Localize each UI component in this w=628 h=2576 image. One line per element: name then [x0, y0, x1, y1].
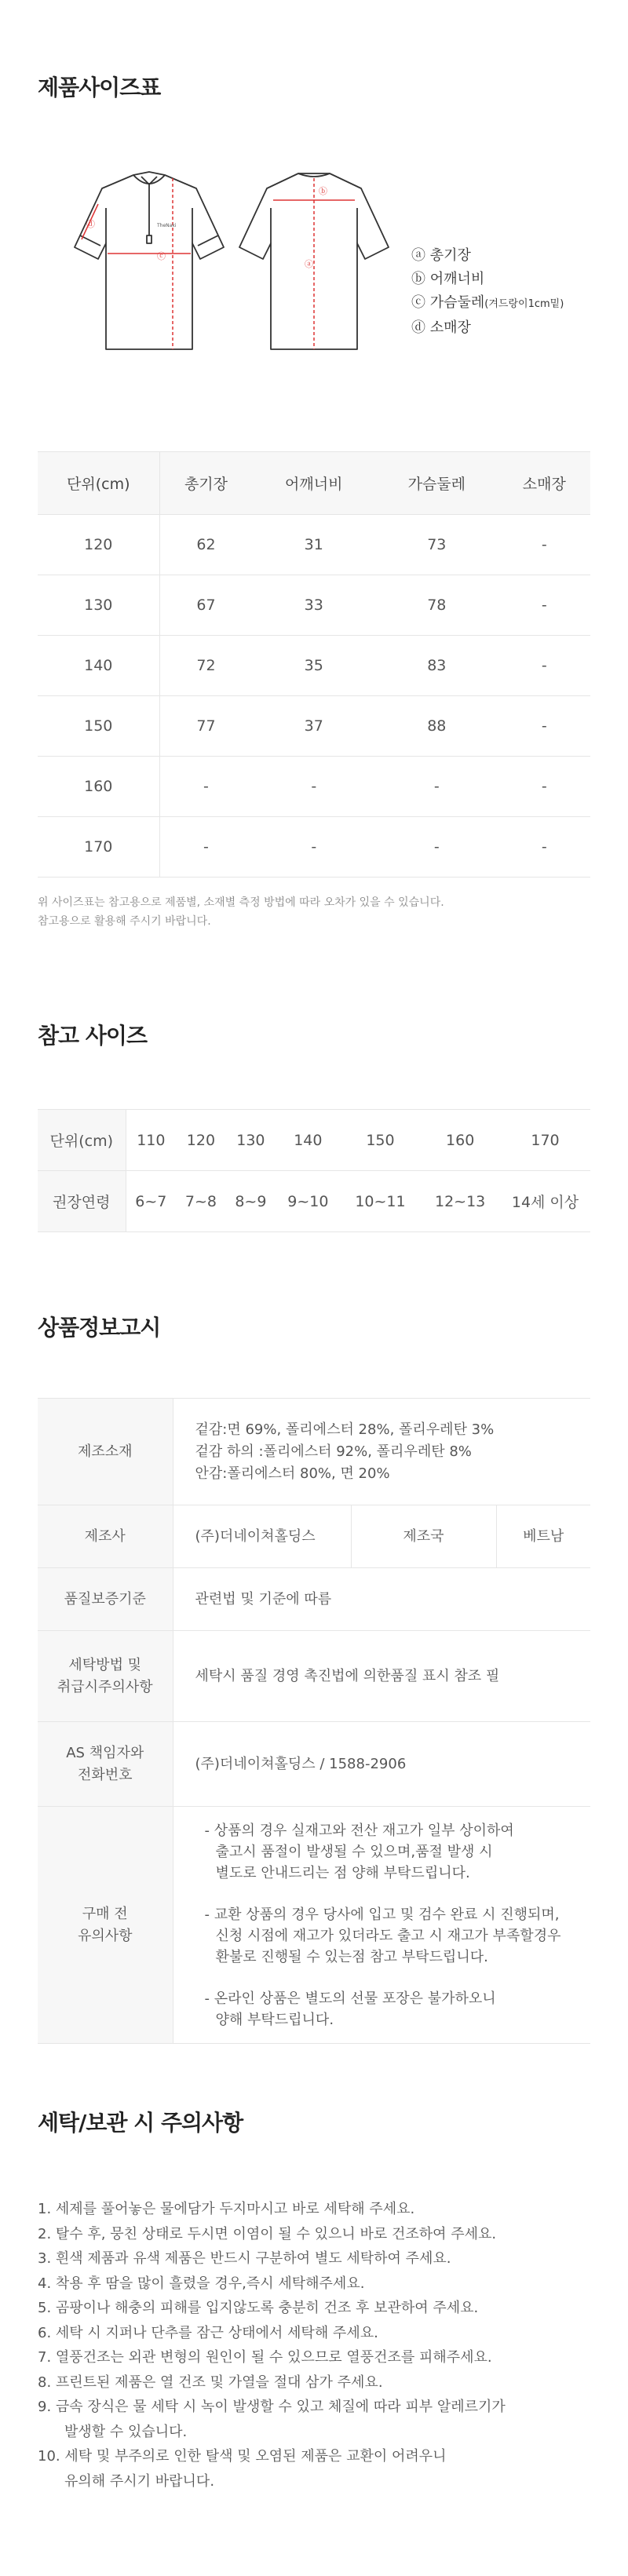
- table-cell: 33: [252, 575, 375, 636]
- column-header: 가슴둘레: [375, 452, 498, 515]
- purchase-notes: [195, 1820, 569, 2031]
- table-row: [38, 636, 590, 696]
- info-row-material: [38, 1399, 590, 1505]
- table-cell: 8~9: [226, 1171, 276, 1232]
- table-cell: 140: [38, 636, 159, 696]
- row-label: 권장연령: [38, 1171, 126, 1232]
- table-cell: 6~7: [126, 1171, 176, 1232]
- info-label: 제조사: [38, 1505, 173, 1568]
- size-chart-note: 위 사이즈표는 참고용으로 제품별, 소재별 측정 방법에 따라 오차가 있을 수 있습니다. 참고용으로 활용해 주시기 바랍니다.: [38, 896, 444, 928]
- table-cell: 130: [226, 1110, 276, 1171]
- table-cell: 130: [38, 575, 159, 636]
- care-instructions-list: [38, 2197, 506, 2494]
- diagram-label-b: ⓑ: [319, 186, 327, 196]
- table-cell: 67: [159, 575, 252, 636]
- table-cell: -: [252, 817, 375, 878]
- info-label: 구매 전 유의사항: [38, 1807, 173, 2044]
- diagram-label-c: ⓒ: [157, 251, 166, 261]
- table-cell: 83: [375, 636, 498, 696]
- table-cell: -: [498, 757, 590, 817]
- row-label: 단위(cm): [38, 1110, 126, 1171]
- list-item: 1. 세제를 풀어놓은 물에담가 두지마시고 바로 세탁해 주세요.: [38, 2201, 415, 2217]
- info-value: [173, 1807, 590, 2044]
- list-item: 4. 착용 후 땀을 많이 흘렸을 경우,즉시 세탁해주세요.: [38, 2275, 365, 2292]
- ref-size-title: 참고 사이즈: [38, 1023, 147, 1049]
- table-cell: 35: [252, 636, 375, 696]
- table-cell: 78: [375, 575, 498, 636]
- info-row-maker: [38, 1505, 590, 1568]
- table-row: [38, 575, 590, 636]
- table-row: [38, 1171, 590, 1232]
- list-item: 9. 금속 장식은 물 세탁 시 녹이 발생할 수 있고 체질에 따라 피부 알레르기가 발생할 수 있습니다.: [38, 2399, 506, 2440]
- info-row-purchase: [38, 1807, 590, 2044]
- column-header: 소매장: [498, 452, 590, 515]
- list-item: 2. 탈수 후, 뭉친 상태로 두시면 이염이 될 수 있으니 바로 건조하여 주세요.: [38, 2225, 497, 2242]
- info-label: 제조소재: [38, 1399, 173, 1505]
- info-value: 관련법 및 기준에 따름: [173, 1568, 590, 1631]
- diagram-label-d: ⓓ: [86, 219, 95, 229]
- list-item: - 온라인 상품은 별도의 선물 포장은 불가하오니 양해 부탁드립니다.: [204, 1990, 496, 2028]
- table-cell: -: [498, 696, 590, 757]
- list-item: 7. 열풍건조는 외관 변형의 원인이 될 수 있으므로 열풍건조를 피해주세요.: [38, 2349, 492, 2366]
- info-label: 제조국: [351, 1505, 496, 1568]
- info-label: 세탁방법 및 취급시주의사항: [38, 1631, 173, 1722]
- table-cell: 62: [159, 515, 252, 575]
- table-cell: -: [375, 757, 498, 817]
- list-item: 3. 흰색 제품과 유색 제품은 반드시 구분하여 별도 세탁하여 주세요.: [38, 2250, 451, 2267]
- ref-size-table: [38, 1109, 590, 1232]
- table-cell: 160: [38, 757, 159, 817]
- info-row-quality: [38, 1568, 590, 1631]
- list-item: 5. 곰팡이나 해충의 피해를 입지않도록 충분히 건조 후 보관하여 주세요.: [38, 2300, 479, 2316]
- table-cell: 73: [375, 515, 498, 575]
- product-info-title: 상품정보고시: [38, 1315, 161, 1341]
- list-item: 8. 프린트된 제품은 열 건조 및 가열을 절대 삼가 주세요.: [38, 2373, 383, 2391]
- table-cell: 140: [276, 1110, 341, 1171]
- legend-item: ⓐ 총기장: [411, 247, 471, 264]
- table-cell: -: [159, 817, 252, 878]
- info-value: (주)더네이쳐홀딩스 / 1588-2906: [173, 1722, 590, 1807]
- info-value: 베트남: [496, 1505, 590, 1568]
- table-row: [38, 757, 590, 817]
- table-cell: 160: [420, 1110, 500, 1171]
- table-row: [38, 696, 590, 757]
- legend-item: ⓒ 가슴둘레(겨드랑이1cm밑): [411, 294, 564, 311]
- column-header: 총기장: [159, 452, 252, 515]
- table-cell: 31: [252, 515, 375, 575]
- info-value: 세탁시 품질 경영 촉진법에 의한품질 표시 참조 필: [173, 1631, 590, 1722]
- table-cell: -: [252, 757, 375, 817]
- care-title: 세탁/보관 시 주의사항: [38, 2110, 243, 2136]
- list-item: - 상품의 경우 실재고와 전산 재고가 일부 상이하여 출고시 품절이 발생될 수 있으며,품절 발생 시 별도로 안내드리는 점 양해 부탁드립니다.: [204, 1822, 514, 1881]
- table-cell: 72: [159, 636, 252, 696]
- list-item: 6. 세탁 시 지퍼나 단추를 잠근 상태에서 세탁해 주세요.: [38, 2324, 378, 2341]
- table-cell: 77: [159, 696, 252, 757]
- table-cell: 110: [126, 1110, 176, 1171]
- table-cell: -: [498, 515, 590, 575]
- table-cell: -: [375, 817, 498, 878]
- logo-print: TheNaki: [157, 223, 177, 228]
- garment-diagram: [63, 161, 392, 373]
- info-row-wash: [38, 1631, 590, 1722]
- info-value: 겉감:면 69%, 폴리에스터 28%, 폴리우레탄 3% 겉감 하의 :폴리에스터 92%, 폴리우레탄 8% 안감:폴리에스터 80%, 면 20%: [173, 1399, 590, 1505]
- table-cell: 14세 이상: [500, 1171, 590, 1232]
- size-chart-table: [38, 451, 590, 878]
- legend-item: ⓓ 소매장: [411, 319, 471, 336]
- table-cell: 150: [341, 1110, 421, 1171]
- table-row: [38, 1110, 590, 1171]
- table-header-row: [38, 452, 590, 515]
- table-cell: 12~13: [420, 1171, 500, 1232]
- size-chart-title: 제품사이즈표: [38, 75, 161, 100]
- legend-item: ⓑ 어깨너비: [411, 271, 485, 287]
- table-cell: -: [498, 817, 590, 878]
- front-view-illustration: [75, 172, 224, 349]
- table-cell: 37: [252, 696, 375, 757]
- product-info-table: [38, 1398, 590, 2044]
- table-cell: -: [159, 757, 252, 817]
- table-row: [38, 515, 590, 575]
- info-label: 품질보증기준: [38, 1568, 173, 1631]
- diagram-label-a: ⓐ: [305, 259, 313, 269]
- column-header: 어깨너비: [252, 452, 375, 515]
- table-cell: 170: [500, 1110, 590, 1171]
- table-cell: 10~11: [341, 1171, 421, 1232]
- column-header: 단위(cm): [38, 452, 159, 515]
- table-cell: 120: [38, 515, 159, 575]
- table-cell: -: [498, 575, 590, 636]
- table-cell: 150: [38, 696, 159, 757]
- info-value: (주)더네이쳐홀딩스: [173, 1505, 351, 1568]
- table-cell: 170: [38, 817, 159, 878]
- info-label: AS 책임자와 전화번호: [38, 1722, 173, 1807]
- table-cell: 7~8: [176, 1171, 225, 1232]
- info-row-as: [38, 1722, 590, 1807]
- list-item: - 교환 상품의 경우 당사에 입고 및 검수 완료 시 진행되며, 신청 시점에 재고가 있더라도 출고 시 재고가 부족할경우 환불로 진행될 수 있는점 참고 부탁드립니다.: [204, 1906, 561, 1965]
- measurement-legend: [411, 244, 564, 340]
- table-cell: -: [498, 636, 590, 696]
- table-cell: 9~10: [276, 1171, 341, 1232]
- list-item: 10. 세탁 및 부주의로 인한 탈색 및 오염된 제품은 교환이 어려우니 유의해 주시기 바랍니다.: [38, 2448, 447, 2490]
- table-cell: 88: [375, 696, 498, 757]
- table-cell: 120: [176, 1110, 225, 1171]
- table-row: [38, 817, 590, 878]
